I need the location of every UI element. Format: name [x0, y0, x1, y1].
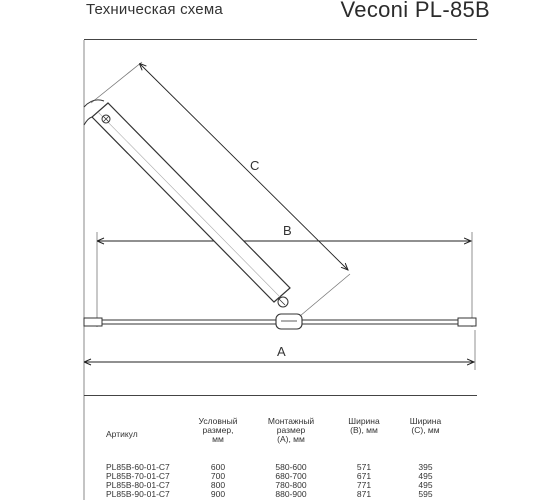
cell-width-b: 871 [356, 489, 372, 499]
dimension-c [91, 62, 350, 316]
cell-width-c: 395 [418, 462, 433, 472]
cell-mounting-size: 880-900 [275, 489, 307, 499]
dimension-c-label: C [250, 158, 260, 173]
header-mounting-size: Монтажный размер (A), мм [267, 416, 315, 444]
dimension-a-label: A [277, 344, 286, 359]
cell-width-c: 595 [418, 489, 433, 499]
header-nominal-size: Условный размер, мм [198, 416, 238, 444]
table-row [84, 490, 477, 499]
spec-table-body [84, 463, 477, 499]
door-panel [84, 100, 290, 307]
cell-nominal-size: 900 [210, 489, 226, 499]
cell-width-b: 571 [356, 462, 372, 472]
cell-mounting-size: 780-800 [275, 480, 307, 490]
product-title: Veconi PL-85B [340, 0, 490, 22]
cell-mounting-size: 680-700 [275, 471, 307, 481]
pivot-connector [276, 314, 302, 329]
header-article: Артикул [106, 429, 138, 439]
spec-table [84, 395, 477, 499]
header-width-c: Ширина (C), мм [409, 416, 442, 435]
cell-mounting-size: 580-600 [275, 462, 307, 472]
spec-table-header [84, 417, 477, 444]
cell-article: PL85B-70-01-C7 [106, 471, 170, 481]
cell-width-c: 495 [418, 480, 433, 490]
wall-profile-right [458, 318, 476, 326]
cell-width-c: 495 [418, 471, 433, 481]
header-width-b: Ширина (B), мм [348, 416, 380, 435]
cell-nominal-size: 600 [210, 462, 226, 472]
fixed-panel [84, 314, 476, 329]
dimension-b [97, 223, 472, 327]
cell-nominal-size: 700 [210, 471, 226, 481]
dimension-b-label: B [283, 223, 292, 238]
hinge-bottom [278, 297, 288, 307]
cell-width-b: 671 [356, 471, 372, 481]
dimension-a [85, 330, 475, 370]
cell-article: PL85B-80-01-C7 [106, 480, 170, 490]
document-title: Техническая схема [86, 1, 223, 18]
cell-nominal-size: 800 [210, 480, 226, 490]
cell-width-b: 771 [356, 480, 372, 490]
wall-profile-left [84, 318, 102, 326]
cell-article: PL85B-90-01-C7 [106, 489, 170, 499]
cell-article: PL85B-60-01-C7 [106, 462, 170, 472]
